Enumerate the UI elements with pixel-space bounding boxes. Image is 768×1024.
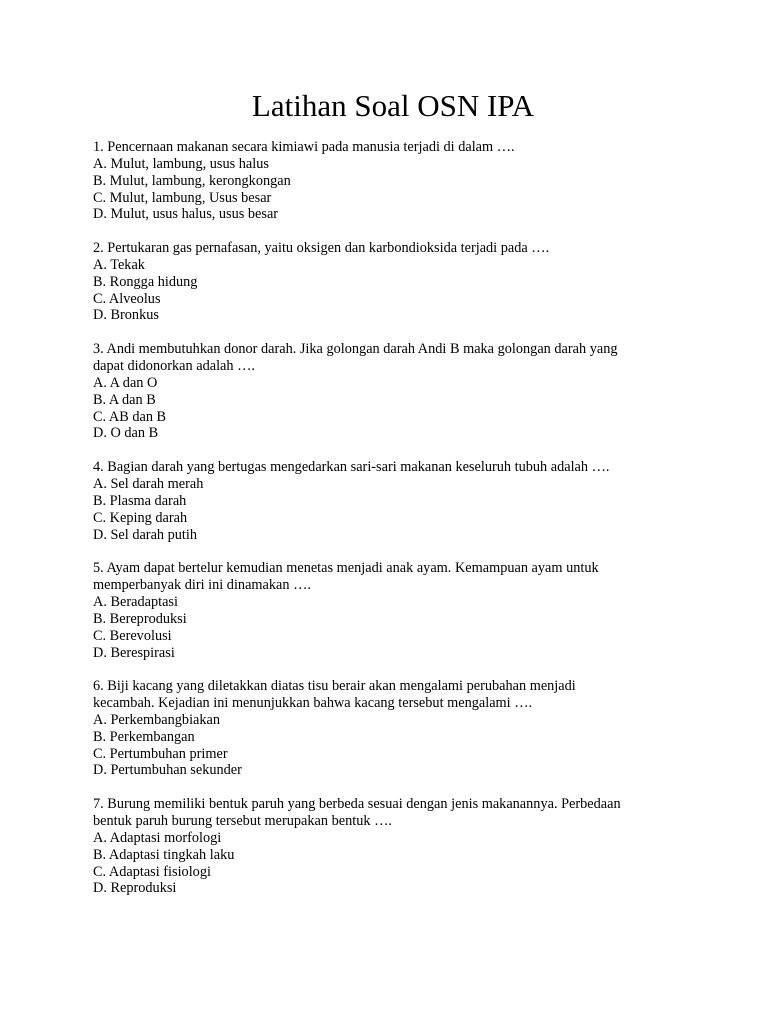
question-text: 2. Pertukaran gas pernafasan, yaitu oksigen dan karbondioksida terjadi pada ….: [93, 240, 550, 257]
answer-option: A. Adaptasi morfologi: [93, 829, 222, 846]
answer-option: B. A dan B: [93, 391, 156, 408]
answer-option: C. Alveolus: [93, 290, 161, 307]
question-text: 1. Pencernaan makanan secara kimiawi pada manusia terjadi di dalam ….: [93, 139, 515, 155]
answer-option: C. Mulut, lambung, Usus besar: [93, 189, 272, 206]
answer-option: D. Berespirasi: [93, 644, 175, 661]
answer-option: A. Tekak: [93, 256, 145, 273]
answer-option: B. Bereproduksi: [93, 610, 187, 627]
answer-option: D. O dan B: [93, 425, 159, 442]
answer-option: B. Mulut, lambung, kerongkongan: [93, 172, 291, 189]
answer-option: A. Perkembangbiakan: [93, 711, 221, 728]
answer-option: C. AB dan B: [93, 408, 167, 425]
question-text: 7. Burung memiliki bentuk paruh yang berbeda sesuai dengan jenis makanannya. Perbedaan bentuk paruh burung tersebut merupakan bentuk ….: [93, 796, 621, 830]
answer-option: C. Keping darah: [93, 509, 188, 526]
question-block: [93, 240, 693, 324]
answer-option: D. Mulut, usus halus, usus besar: [93, 206, 279, 223]
answer-option: D. Reproduksi: [93, 880, 177, 897]
answer-option: D. Sel darah putih: [93, 526, 198, 543]
answer-option: B. Plasma darah: [93, 492, 187, 509]
question-block: [93, 139, 693, 223]
question-text: 4. Bagian darah yang bertugas mengedarkan sari-sari makanan keseluruh tubuh adalah ….: [93, 459, 610, 476]
question-text: 6. Biji kacang yang diletakkan diatas tisu berair akan mengalami perubahan menjadi kecambah. Kejadian ini menunjukkan bahwa kacang tersebut mengalami ….: [93, 678, 576, 712]
answer-option: B. Adaptasi tingkah laku: [93, 846, 235, 863]
question-block: [93, 341, 693, 442]
answer-option: A. Beradaptasi: [93, 593, 178, 610]
answer-option: C. Berevolusi: [93, 627, 172, 644]
question-block: [93, 560, 693, 661]
answer-option: A. Sel darah merah: [93, 476, 204, 493]
answer-option: C. Adaptasi fisiologi: [93, 863, 211, 880]
answer-option: C. Pertumbuhan primer: [93, 745, 228, 762]
answer-option: D. Pertumbuhan sekunder: [93, 762, 242, 779]
question-text: 5. Ayam dapat bertelur kemudian menetas menjadi anak ayam. Kemampuan ayam untuk memperbanyak diri ini dinamakan ….: [93, 560, 599, 594]
document-page: [93, 84, 693, 914]
question-block: [93, 796, 693, 897]
question-text: 3. Andi membutuhkan donor darah. Jika golongan darah Andi B maka golongan darah yang dapat didonorkan adalah ….: [93, 341, 618, 375]
question-block: [93, 678, 693, 779]
answer-option: D. Bronkus: [93, 307, 159, 324]
answer-option: A. A dan O: [93, 374, 158, 391]
answer-option: B. Rongga hidung: [93, 273, 198, 290]
question-list: [93, 139, 693, 897]
question-block: [93, 459, 693, 543]
answer-option: A. Mulut, lambung, usus halus: [93, 155, 269, 172]
document-title: Latihan Soal OSN IPA: [251, 88, 535, 123]
answer-option: B. Perkembangan: [93, 728, 195, 745]
